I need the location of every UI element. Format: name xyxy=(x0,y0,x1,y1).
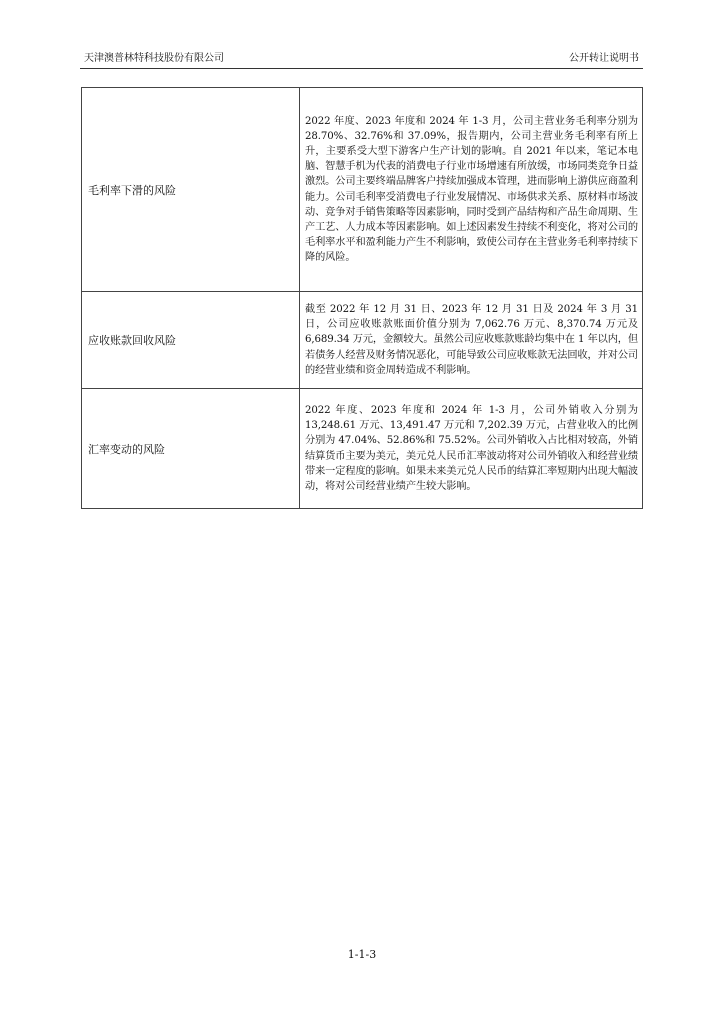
risk-description: 2022 年度、2023 年度和 2024 年 1-3 月，公司主营业务毛利率分别为 28.70%、32.76%和 37.09%，报告期内，公司主营业务毛利率有所上升，主要系受大型下游客户生产计划的影响。自 2021 年以来，笔记本电脑、智慧手机为代表的消费电子行业市场增速有所放缓，市场同类竞争日益激烈。公司主要终端品牌客户持续加强成本管理，进而影响上游供应商盈利能力。公司毛利率受消费电子行业发展情况、市场供求关系、原材料市场波动、竞争对手销售策略等因素影响，同时受到产品结构和产品生命周期、生产工艺、人力成本等因素影响。如上述因素发生持续不利变化，将对公司的毛利率水平和盈利能力产生不利影响，致使公司存在主营业务毛利率持续下降的风险。 xyxy=(300,88,643,292)
risk-description: 2022 年度、2023 年度和 2024 年 1-3 月，公司外销收入分别为 13,248.61 万元、13,491.47 万元和 7,202.39 万元，占营业收入的比例分别为 47.04%、52.86%和 75.52%。公司外销收入占比相对较高，外销结算货币主要为美元，美元兑人民币汇率波动将对公司外销收入和经营业绩带来一定程度的影响。如果未来美元兑人民币的结算汇率短期内出现大幅波动，将对公司经营业绩产生较大影响。 xyxy=(300,389,643,509)
table-row xyxy=(82,389,643,509)
document-type: 公开转让说明书 xyxy=(569,53,639,64)
risk-description: 截至 2022 年 12 月 31 日、2023 年 12 月 31 日及 2024 年 3 月 31 日，公司应收账款账面价值分别为 7,062.76 万元、8,370.74 万元及 6,689.34 万元，金额较大。虽然公司应收账款账龄均集中在 1 年以内，但若债务人经营及财务情况恶化，可能导致公司应收账款无法回收，并对公司的经营业绩和资金周转造成不利影响。 xyxy=(300,292,643,389)
risk-name: 汇率变动的风险 xyxy=(82,389,300,509)
risk-name: 应收账款回收风险 xyxy=(82,292,300,389)
risk-table xyxy=(81,87,643,509)
table-row xyxy=(82,292,643,389)
company-name: 天津澳普林特科技股份有限公司 xyxy=(84,53,224,64)
table-row xyxy=(82,88,643,292)
page-number: 1-1-3 xyxy=(347,948,377,961)
page-header xyxy=(80,52,643,69)
risk-name: 毛利率下滑的风险 xyxy=(82,88,300,292)
